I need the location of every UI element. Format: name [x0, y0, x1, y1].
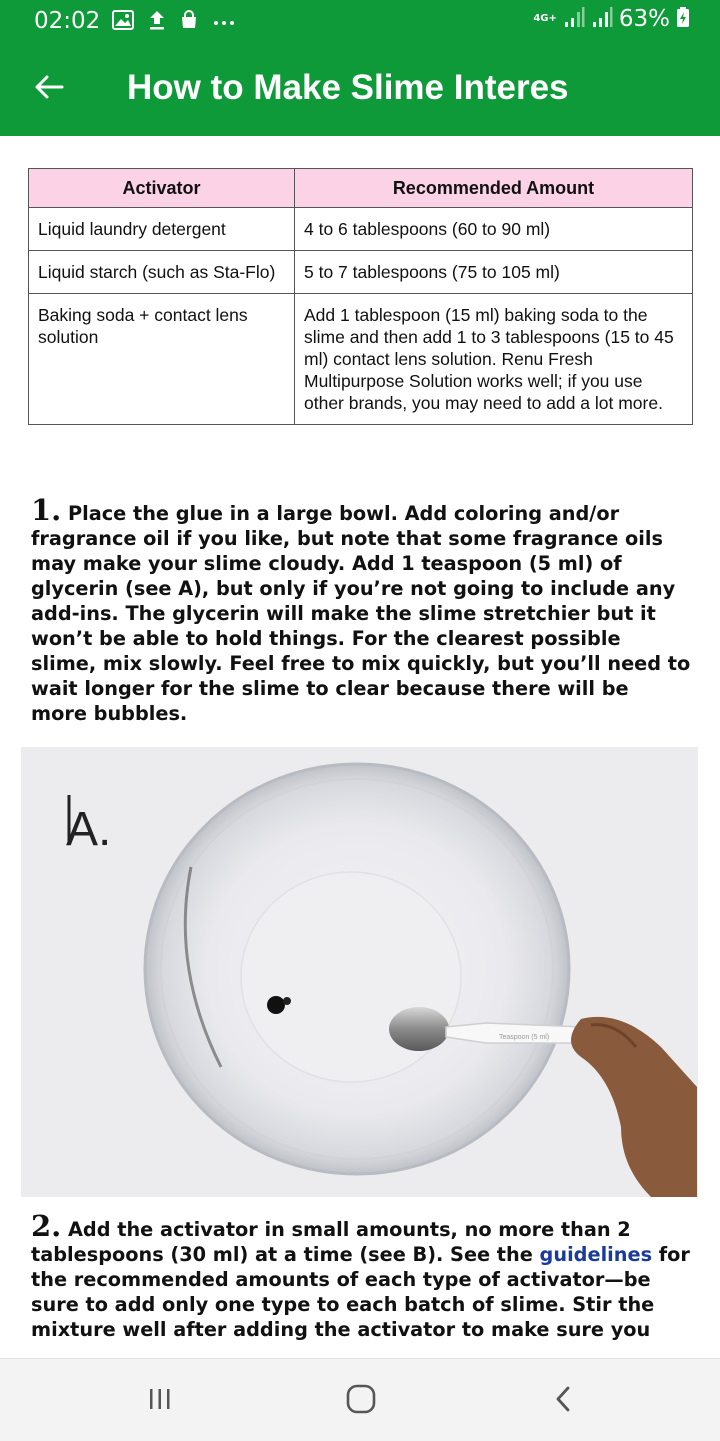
table-cell-amount: 5 to 7 tablespoons (75 to 105 ml) [295, 251, 693, 294]
home-button[interactable] [339, 1379, 383, 1423]
table-header: Activator [29, 169, 295, 208]
table-cell-activator: Baking soda + contact lens solution [29, 294, 295, 425]
step-1 [31, 493, 691, 726]
status-icons-left [112, 9, 236, 35]
status-time: 02:02 [34, 8, 101, 34]
step-text: for the recommended amounts of each type of activator—be sure to add only one type to each batch of slime. Stir the mixture well after adding the activator to make sure you [31, 1243, 690, 1341]
table-cell-activator: Liquid starch (such as Sta-Flo) [29, 251, 295, 294]
page-title: How to Make Slime Interes [127, 68, 569, 107]
recent-apps-button[interactable] [138, 1379, 182, 1423]
signal-icon [591, 6, 613, 32]
status-icons-right [533, 6, 690, 32]
battery-percent: 63% [618, 6, 670, 32]
home-icon [345, 1383, 377, 1420]
app-bar [0, 42, 720, 136]
bag-icon [180, 10, 198, 34]
recent-apps-icon [146, 1385, 174, 1418]
status-bar [0, 0, 720, 42]
table-row [29, 251, 693, 294]
table-cell-activator: Liquid laundry detergent [29, 208, 295, 251]
nav-back-button[interactable] [542, 1379, 586, 1423]
article-content[interactable] [0, 136, 720, 1358]
step-text: Add the activator in small amounts, no more than 2 tablespoons (30 ml) at a time (see B). See the [31, 1218, 631, 1266]
step-2 [31, 1209, 691, 1342]
table-header: Recommended Amount [295, 169, 693, 208]
table-row [29, 208, 693, 251]
navigation-bar [0, 1358, 720, 1441]
back-button[interactable] [26, 66, 72, 112]
spoon-label: Teaspoon (5 ml) [499, 1034, 550, 1041]
step-text: Place the glue in a large bowl. Add coloring and/or fragrance oil if you like, but note that some fragrance oils may make your slime cloudy. Add 1 teaspoon (5 ml) of glycerin (see A), but only if you’re not going to include any add-ins. The glycerin will make the slime stretchier but it won’t be able to hold things. For the clearest possible slime, mix slowly. Feel free to mix quickly, but you’ll need to wait longer for the slime to clear because there will be more bubbles. [31, 502, 691, 725]
photo-label: A. [66, 803, 112, 856]
guidelines-link[interactable]: guidelines [539, 1243, 653, 1266]
gallery-icon [112, 10, 134, 34]
step-image-a [21, 747, 698, 1197]
more-icon [212, 13, 236, 32]
table-cell-amount: 4 to 6 tablespoons (60 to 90 ml) [295, 208, 693, 251]
step-number: 2. [31, 1209, 62, 1243]
activator-table [28, 168, 693, 425]
signal-icon [563, 6, 585, 32]
network-type: 4G+ [533, 13, 557, 24]
back-icon [552, 1384, 576, 1419]
upload-icon [148, 9, 166, 35]
step-number: 1. [31, 493, 62, 527]
table-cell-amount: Add 1 tablespoon (15 ml) baking soda to the slime and then add 1 to 3 tablespoons (15 to 45 ml) contact lens solution. Renu Fresh Multipurpose Solution works well; if you use other brands, you may need to add a lot more. [295, 294, 693, 425]
table-header-row [29, 169, 693, 208]
battery-icon [676, 6, 690, 32]
table-row [29, 294, 693, 425]
arrow-left-icon [34, 74, 64, 105]
